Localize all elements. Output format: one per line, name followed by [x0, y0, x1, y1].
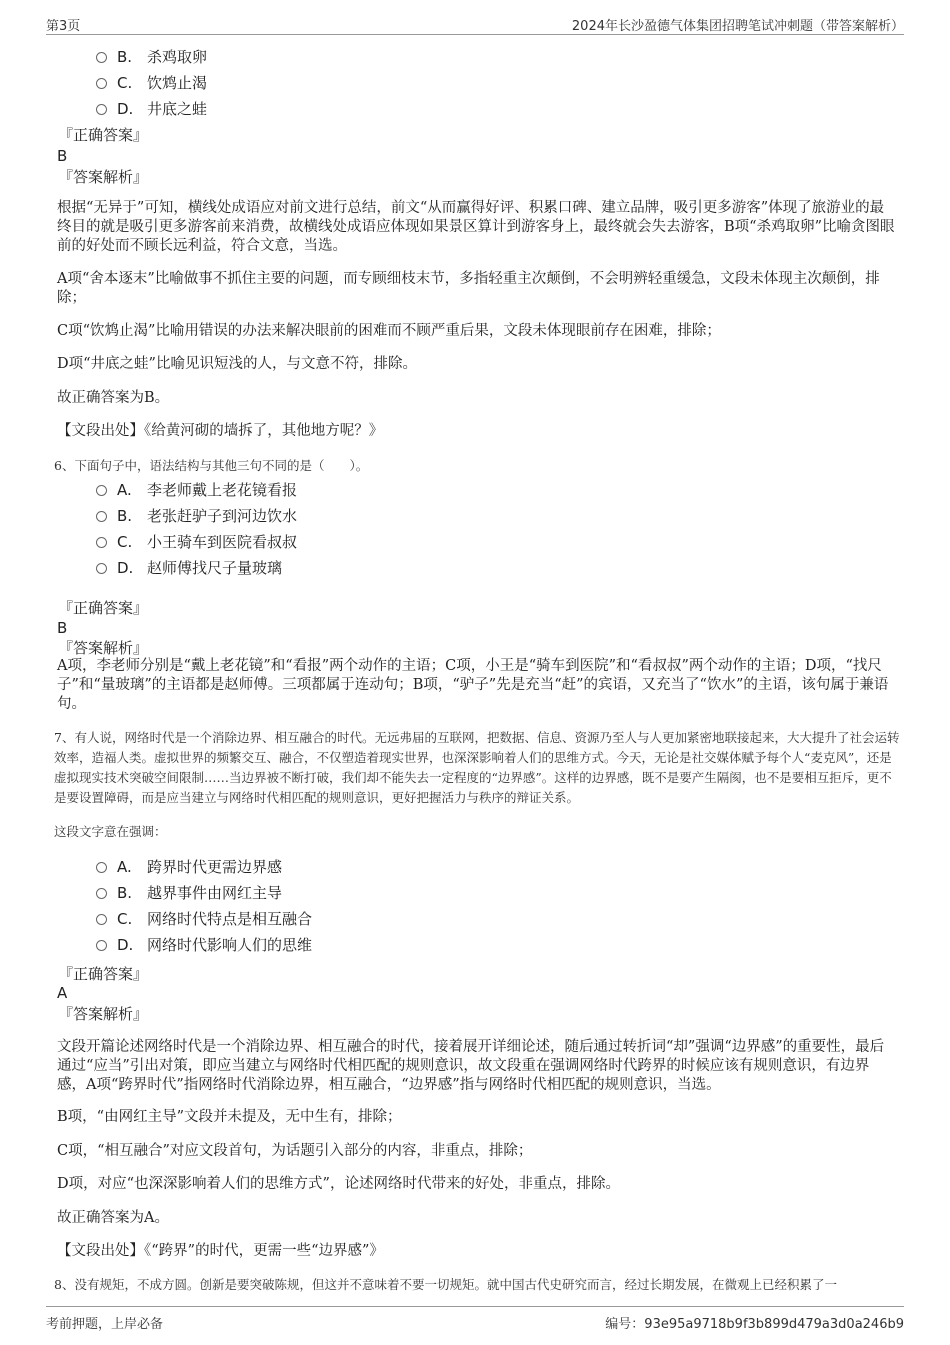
q7-option-b[interactable]: B. 越界事件由网红主导 [96, 882, 282, 904]
q6-option-a[interactable]: A. 李老师戴上老花镜看报 [96, 479, 297, 501]
q7-analysis-paragraph: B项，“由网红主导”文段并未提及，无中生有，排除； [57, 1109, 402, 1125]
document-code: 编号：93e95a9718b9f3b899d479a3d0a246b9 [605, 1317, 904, 1332]
q5-conclusion: 故正确答案为B。 [57, 390, 170, 406]
q7-conclusion: 故正确答案为A。 [57, 1210, 169, 1226]
q6-stem: 6、下面句子中，语法结构与其他三句不同的是（ ）。 [54, 458, 369, 473]
q7-answer-label: 『正确答案』 [58, 965, 149, 983]
footer-slogan: 考前押题，上岸必备 [46, 1317, 164, 1332]
page-number: 第3页 [46, 19, 81, 34]
q5-answer-label: 『正确答案』 [58, 126, 149, 144]
q7-analysis-paragraph: 文段开篇论述网络时代是一个消除边界、相互融合的时代，接着展开详细论述，随后通过转折词“却”强调“边界感”的重要性，最后通过“应当”引出对策，即应当建立与网络时代相匹配的规则意识，故文段重在强调网络时代跨界的时候应该有规则意识，有边界感，A项“跨界时代”指网络时代消除边界，相互融合，“边界感”指与网络时代相匹配的规则意识，当选。 [57, 1039, 885, 1093]
q5-option-b[interactable]: B. 杀鸡取卵 [96, 46, 207, 68]
q6-analysis-label: 『答案解析』 [58, 639, 149, 657]
q5-analysis-paragraph: 根据“无异于”可知，横线处成语应对前文进行总结，前文“从而赢得好评、积累口碑、建立品牌，吸引更多游客”体现了旅游业的最终目的就是吸引更多游客前来消费，故横线处成语应体现如果景区算计到游客身上，最终就会失去游客，B项“杀鸡取卵”比喻贪图眼前的好处而不顾长远利益，符合文意，当选。 [57, 200, 895, 254]
document-title: 2024年长沙盈德气体集团招聘笔试冲刺题（带答案解析） [571, 19, 904, 34]
page-footer [46, 1306, 904, 1332]
q7-prompt: 这段文字意在强调： [54, 824, 167, 839]
radio-icon[interactable] [96, 914, 107, 925]
radio-icon[interactable] [96, 888, 107, 899]
q7-analysis-label: 『答案解析』 [58, 1005, 149, 1023]
q5-analysis-paragraph: A项“舍本逐末”比喻做事不抓住主要的问题，而专顾细枝末节，多指轻重主次颠倒，不会明辨轻重缓急，文段未体现主次颠倒，排除； [57, 271, 880, 306]
q5-analysis-paragraph: D项“井底之蛙”比喻见识短浅的人，与文意不符，排除。 [57, 356, 417, 372]
radio-icon[interactable] [96, 563, 107, 574]
q6-option-c[interactable]: C. 小王骑车到医院看叔叔 [96, 531, 297, 553]
page-header [46, 14, 904, 35]
q7-option-c[interactable]: C. 网络时代特点是相互融合 [96, 908, 312, 930]
radio-icon[interactable] [96, 78, 107, 89]
q7-analysis-paragraph: C项，“相互融合”对应文段首句，为话题引入部分的内容，非重点，排除； [57, 1143, 533, 1159]
radio-icon[interactable] [96, 485, 107, 496]
q5-answer: B [57, 147, 68, 165]
radio-icon[interactable] [96, 862, 107, 873]
radio-icon[interactable] [96, 537, 107, 548]
q7-answer: A [57, 984, 68, 1002]
q7-option-d[interactable]: D. 网络时代影响人们的思维 [96, 934, 312, 956]
q6-answer-label: 『正确答案』 [58, 599, 149, 617]
q7-source: 【文段出处】《“跨界”的时代，更需一些“边界感”》 [57, 1243, 384, 1259]
q7-stem: 7、有人说，网络时代是一个消除边界、相互融合的时代。无远弗届的互联网，把数据、信息、资源乃至人与人更加紧密地联接起来，大大提升了社会运转效率，造福人类。虚拟世界的频繁交互、融合，不仅塑造着现实世界，也深深影响着人们的思维方式。今天，无论是社交媒体赋予每个人“麦克风”，还是虚拟现实技术突破空间限制……当边界被不断打破，我们却不能失去一定程度的“边界感”。这样的边界感，既不是要产生隔阂，也不是要相互拒斥，更不是要设置障碍，而是应当建立与网络时代相匹配的规则意识，更好把握活力与秩序的辩证关系。 [54, 730, 900, 805]
q6-answer: B [57, 619, 68, 637]
q7-option-a[interactable]: A. 跨界时代更需边界感 [96, 856, 282, 878]
q7-analysis-paragraph: D项，对应“也深深影响着人们的思维方式”，论述网络时代带来的好处，非重点，排除。 [57, 1176, 620, 1192]
q6-option-d[interactable]: D. 赵师傅找尺子量玻璃 [96, 557, 282, 579]
q6-analysis: A项，李老师分别是“戴上老花镜”和“看报”两个动作的主语；C项，小王是“骑车到医院”和“看叔叔”两个动作的主语；D项，“找尺子”和“量玻璃”的主语都是赵师傅。三项都属于连动句；B项，“驴子”先是充当“赶”的宾语，又充当了“饮水”的主语，该句属于兼语句。 [57, 658, 889, 712]
q5-option-d[interactable]: D. 井底之蛙 [96, 98, 207, 120]
q5-analysis-label: 『答案解析』 [58, 168, 149, 186]
radio-icon[interactable] [96, 52, 107, 63]
q5-option-c[interactable]: C. 饮鸩止渴 [96, 72, 207, 94]
radio-icon[interactable] [96, 511, 107, 522]
radio-icon[interactable] [96, 940, 107, 951]
q5-source: 【文段出处】《给黄河砌的墙拆了，其他地方呢？》 [57, 423, 384, 439]
q5-analysis-paragraph: C项“饮鸩止渴”比喻用错误的办法来解决眼前的困难而不顾严重后果，文段未体现眼前存在困难，排除； [57, 323, 721, 339]
q8-stem: 8、没有规矩，不成方圆。创新是要突破陈规，但这并不意味着不要一切规矩。就中国古代史研究而言，经过长期发展，在微观上已经积累了一 [54, 1277, 837, 1292]
q6-option-b[interactable]: B. 老张赶驴子到河边饮水 [96, 505, 297, 527]
radio-icon[interactable] [96, 104, 107, 115]
